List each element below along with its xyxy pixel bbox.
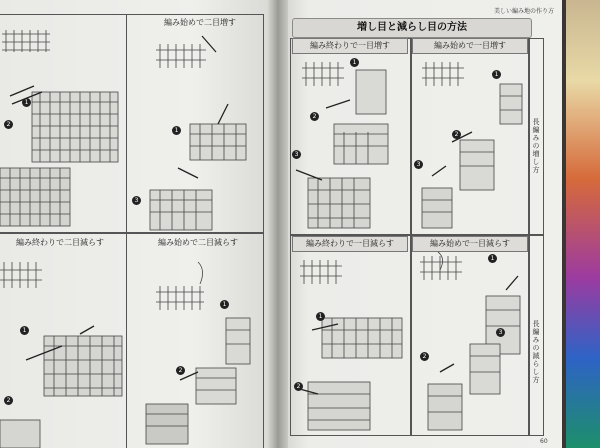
section-title: 増し目と減らし目の方法 (292, 18, 532, 38)
label-decrease-one-end: 編み終わりで一目減らす (292, 236, 408, 252)
step-badge: 2 (452, 130, 461, 139)
label-increase-one-start: 編み始めで一目増す (412, 38, 528, 54)
label-decrease-two-start: 編み始めで二目減らす (158, 238, 238, 247)
step-badge: 2 (4, 396, 13, 405)
step-badge: 1 (316, 312, 325, 321)
step-badge: 1 (172, 126, 181, 135)
label-increase-two-start: 編み始めで二目増す (164, 18, 236, 27)
step-badge: 3 (292, 150, 301, 159)
step-badge: 3 (132, 196, 141, 205)
label-increase-one-end: 編み終わりで一目増す (292, 38, 408, 54)
step-badge: 2 (294, 382, 303, 391)
label-decrease-one-start: 編み始めで一目減らす (412, 236, 528, 252)
step-badge: 1 (22, 98, 31, 107)
step-badge: 1 (492, 70, 501, 79)
side-label-increase: 長編みの増し方 (532, 118, 540, 174)
step-badge: 1 (220, 300, 229, 309)
step-badge: 2 (310, 112, 319, 121)
label-decrease-two-end: 編み終わりで二目減らす (16, 238, 104, 247)
side-label-decrease: 長編みの減らし方 (532, 320, 540, 384)
step-badge: 1 (488, 254, 497, 263)
running-header: 美しい編み地の作り方 (494, 8, 555, 15)
page-number: 60 (540, 438, 548, 445)
step-badge: 1 (20, 326, 29, 335)
step-badge: 3 (414, 160, 423, 169)
step-badge: 2 (420, 352, 429, 361)
step-badge: 2 (176, 366, 185, 375)
step-badge: 3 (496, 328, 505, 337)
step-badge: 1 (350, 58, 359, 67)
stitch-chart-left-top (2, 30, 50, 52)
step-badge: 2 (4, 120, 13, 129)
